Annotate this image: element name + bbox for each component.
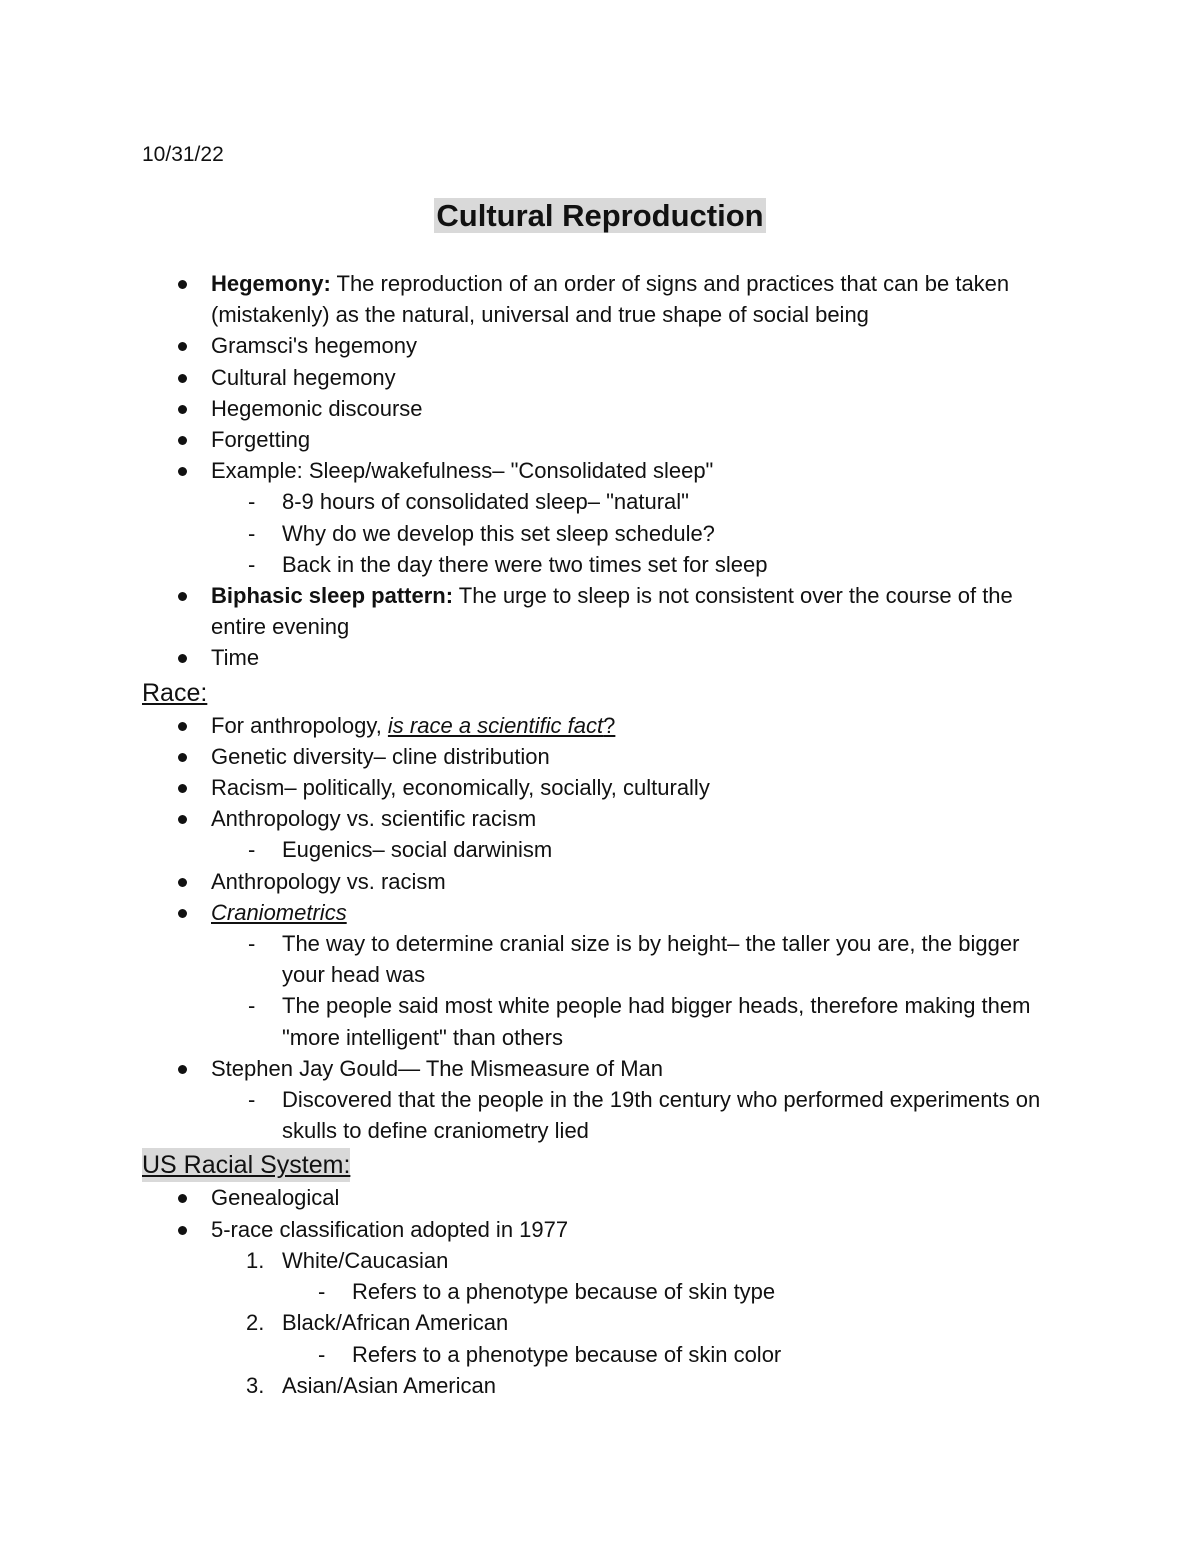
list-number: 3. xyxy=(246,1372,265,1398)
list-item-text: White/Caucasian xyxy=(282,1247,449,1273)
list-item-text: Time xyxy=(211,645,260,671)
sub-list-item xyxy=(142,990,1062,1052)
document-title xyxy=(0,196,1200,236)
list-item-text: Racism– politically, economically, socially, culturally xyxy=(211,775,710,801)
list-item-text: Example: Sleep/wakefulness– "Consolidated sleep" xyxy=(211,458,714,484)
sub-list-item xyxy=(142,928,1062,990)
list-item xyxy=(142,1214,1062,1245)
section-heading-race xyxy=(142,674,1062,710)
dash-icon: - xyxy=(248,993,256,1019)
list-item xyxy=(142,866,1062,897)
section-heading-us-racial xyxy=(142,1146,1062,1182)
list-item-text: Why do we develop this set sleep schedule? xyxy=(282,520,715,546)
definition: The reproduction of an order of signs and practices that can be taken (mistakenly) as the natural, universal and true shape of social being xyxy=(211,271,1010,328)
list-item-text: For anthropology, xyxy=(211,712,388,738)
emphasis-text: Craniometrics xyxy=(211,899,347,925)
list-number: 2. xyxy=(246,1310,265,1336)
list-item-text: Refers to a phenotype because of skin type xyxy=(352,1279,776,1305)
list-item-text: Black/African American xyxy=(282,1310,509,1336)
sub-list-item xyxy=(142,834,1062,865)
list-item-text: The people said most white people had bigger heads, therefore making them "more intelligent" than others xyxy=(282,993,1031,1050)
list-item-text: Anthropology vs. racism xyxy=(211,868,446,894)
list-item xyxy=(142,642,1062,673)
list-item xyxy=(142,897,1062,928)
list-item-text: Anthropology vs. scientific racism xyxy=(211,806,537,832)
list-item xyxy=(142,803,1062,834)
sub-list-item xyxy=(142,1339,1062,1370)
list-item xyxy=(142,772,1062,803)
dash-icon: - xyxy=(248,931,256,957)
list-item-text: Cultural hegemony xyxy=(211,364,396,390)
dash-icon: - xyxy=(248,1087,256,1113)
dash-icon: - xyxy=(248,551,256,577)
list-item-text: 8-9 hours of consolidated sleep– "natural" xyxy=(282,489,689,515)
list-item-text: Genetic diversity– cline distribution xyxy=(211,743,550,769)
sub-list-item xyxy=(142,518,1062,549)
list-item-text: Hegemonic discourse xyxy=(211,395,423,421)
sub-list-item xyxy=(142,486,1062,517)
list-item xyxy=(142,330,1062,361)
document-title-text: Cultural Reproduction xyxy=(436,198,764,233)
list-item-text: Eugenics– social darwinism xyxy=(282,837,553,863)
note-date: 10/31/22 xyxy=(142,143,224,166)
section-heading-text: Race: xyxy=(142,678,208,707)
list-item xyxy=(142,710,1062,741)
term: Hegemony: xyxy=(211,271,331,296)
dash-icon: - xyxy=(318,1279,326,1305)
numbered-item xyxy=(142,1370,1062,1401)
list-number: 1. xyxy=(246,1247,265,1273)
sub-list-item xyxy=(142,1276,1062,1307)
list-item xyxy=(142,580,1062,642)
dash-icon: - xyxy=(248,489,256,515)
list-item-text: Stephen Jay Gould— The Mismeasure of Man xyxy=(211,1055,664,1081)
list-item-text: Discovered that the people in the 19th century who performed experiments on skulls to define craniometry lied xyxy=(282,1087,1041,1144)
punctuation: ? xyxy=(603,712,616,738)
list-item-text: Refers to a phenotype because of skin color xyxy=(352,1341,782,1367)
dash-icon: - xyxy=(318,1341,326,1367)
definition: The urge to sleep is not consistent over the course of the entire evening xyxy=(211,583,1013,640)
dash-icon: - xyxy=(248,520,256,546)
numbered-item xyxy=(142,1245,1062,1276)
emphasis-text: is race a scientific fact xyxy=(387,712,604,738)
list-item xyxy=(142,741,1062,772)
list-item xyxy=(142,1053,1062,1084)
list-item xyxy=(142,455,1062,486)
notes-body xyxy=(142,268,1062,1401)
list-item-text: Asian/Asian American xyxy=(282,1372,496,1398)
list-item-text: Gramsci's hegemony xyxy=(211,333,417,359)
list-item xyxy=(142,424,1062,455)
list-item-text: 5-race classification adopted in 1977 xyxy=(211,1216,569,1242)
sub-list-item xyxy=(142,1084,1062,1146)
list-item xyxy=(142,362,1062,393)
list-item-text: Forgetting xyxy=(211,427,311,453)
numbered-item xyxy=(142,1307,1062,1338)
section-heading-text: US Racial System: xyxy=(142,1148,350,1182)
term: Biphasic sleep pattern: xyxy=(211,583,454,609)
list-item-text: The way to determine cranial size is by height– the taller you are, the bigger your head was xyxy=(282,931,1020,988)
list-item xyxy=(142,393,1062,424)
list-item xyxy=(142,268,1062,330)
list-item-text: Back in the day there were two times set for sleep xyxy=(282,551,768,577)
dash-icon: - xyxy=(248,837,256,863)
sub-list-item xyxy=(142,549,1062,580)
list-item-text: Genealogical xyxy=(211,1185,340,1211)
list-item xyxy=(142,1182,1062,1213)
